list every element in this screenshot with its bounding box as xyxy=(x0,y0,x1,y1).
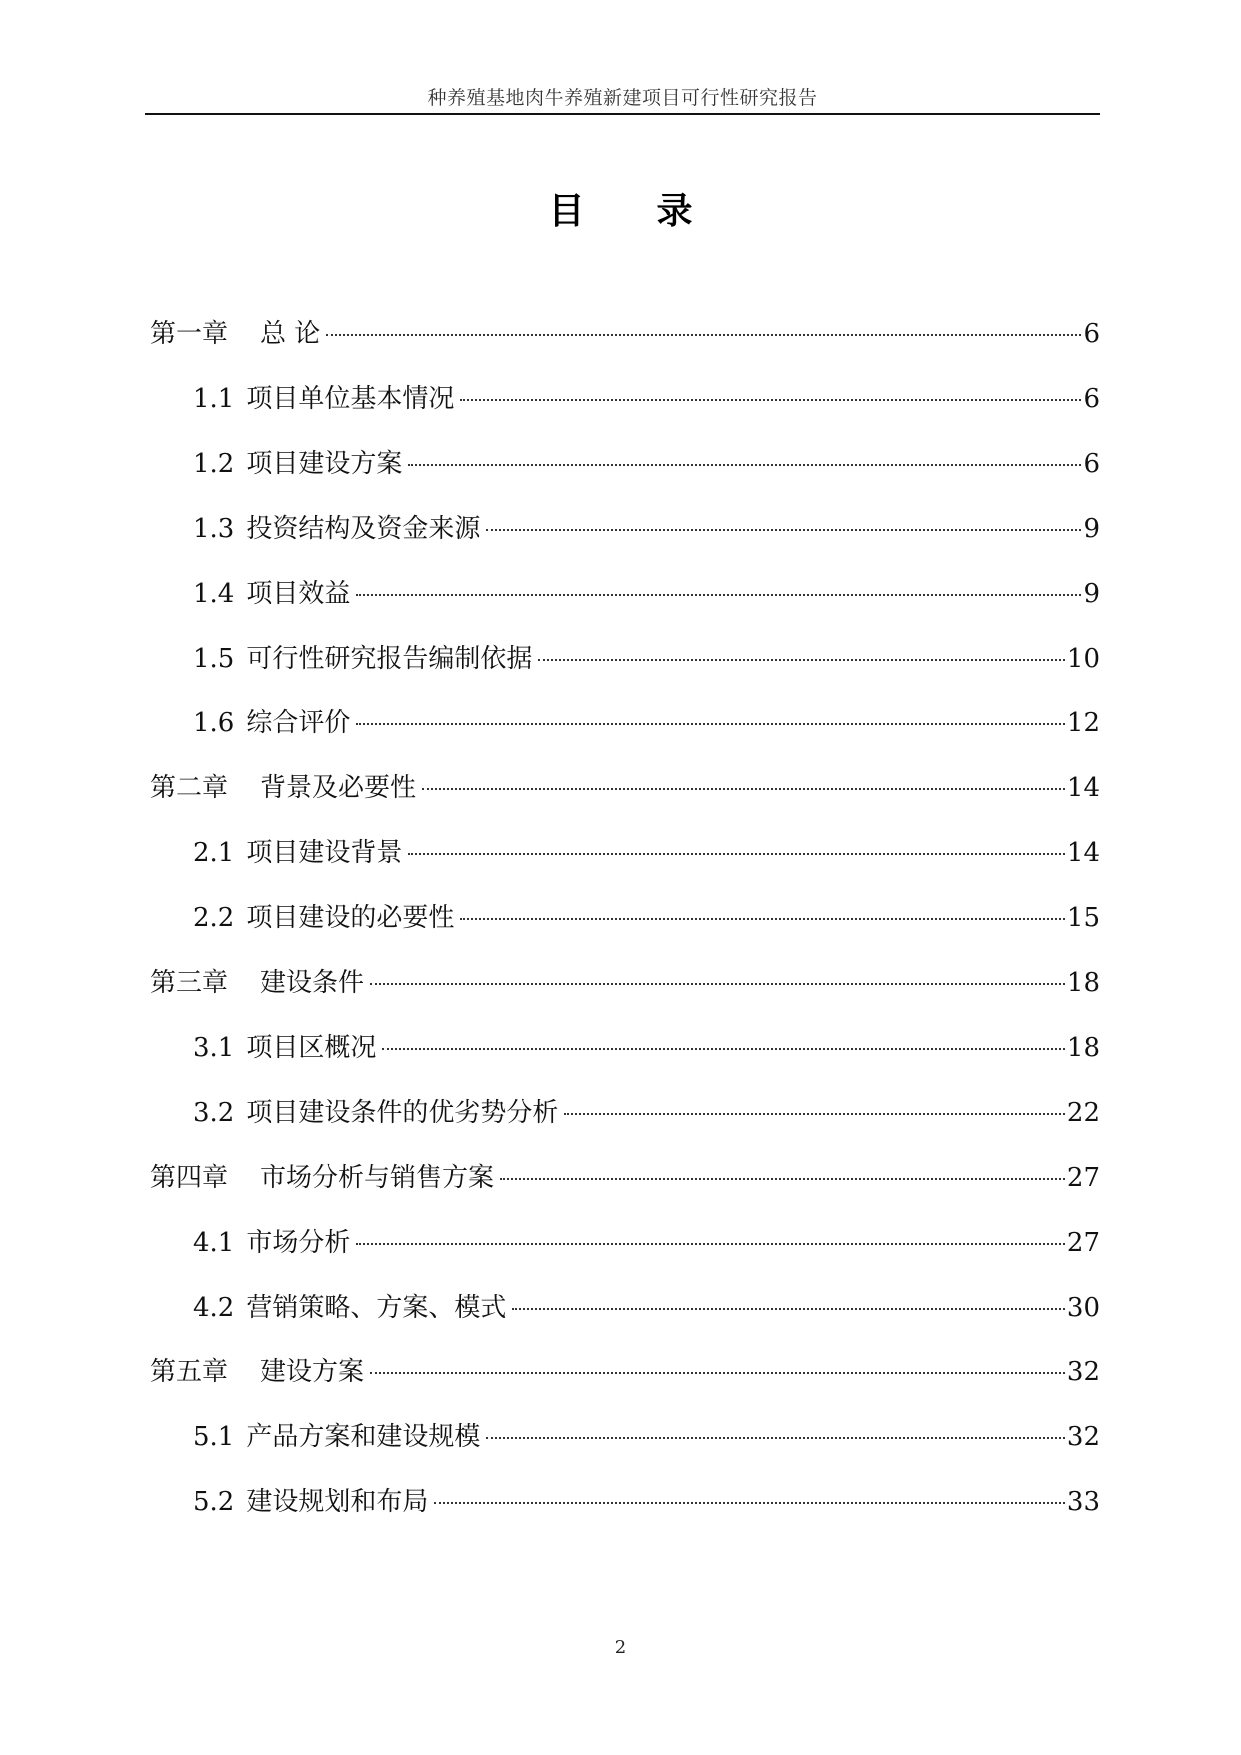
toc-dot-leader xyxy=(460,399,1081,401)
toc-entry-label xyxy=(150,316,320,352)
toc-dot-leader xyxy=(356,723,1065,725)
toc-entry-title: 市场分析 xyxy=(246,1227,351,1258)
toc-chapter-entry[interactable] xyxy=(150,316,1100,352)
toc-entry-number: 3.2 xyxy=(193,1097,235,1128)
toc-section-entry[interactable] xyxy=(193,1290,1100,1326)
toc-entry-label xyxy=(193,446,402,482)
toc-dot-leader xyxy=(408,853,1065,855)
toc-entry-page: 32 xyxy=(1066,1422,1100,1453)
toc-entry-number: 第五章 xyxy=(150,1357,229,1388)
toc-entry-label xyxy=(193,1290,506,1326)
toc-entry-label xyxy=(193,641,532,677)
toc-entry-number: 第一章 xyxy=(150,319,229,349)
toc-entry-page: 14 xyxy=(1066,773,1100,804)
running-header: 种养殖基地肉牛养殖新建项目可行性研究报告 xyxy=(427,87,818,109)
toc-entry-page: 32 xyxy=(1066,1357,1100,1388)
toc-entry-label xyxy=(193,381,454,417)
toc-entry-label xyxy=(193,576,350,612)
toc-section-entry[interactable] xyxy=(193,641,1100,677)
toc-dot-leader xyxy=(460,918,1065,920)
toc-section-entry[interactable] xyxy=(193,1419,1100,1455)
toc-dot-leader xyxy=(422,788,1065,790)
toc-entry-label xyxy=(193,1095,558,1131)
toc-entry-label xyxy=(193,705,350,741)
toc-section-entry[interactable] xyxy=(193,381,1100,417)
toc-entry-number: 第二章 xyxy=(150,773,229,804)
toc-entry-page: 9 xyxy=(1083,513,1100,544)
toc-entry-number: 4.2 xyxy=(193,1292,235,1323)
toc-dot-leader xyxy=(512,1308,1065,1310)
toc-dot-leader xyxy=(370,983,1065,985)
toc-entry-title: 项目效益 xyxy=(246,578,351,609)
header-rule xyxy=(145,113,1100,115)
toc-section-entry[interactable] xyxy=(193,1095,1100,1131)
toc-dot-leader xyxy=(356,1243,1065,1245)
toc-entry-page: 14 xyxy=(1066,838,1100,869)
toc-entry-label xyxy=(193,900,454,936)
toc-entry-number: 第四章 xyxy=(150,1162,229,1193)
toc-entry-page: 10 xyxy=(1066,643,1100,674)
toc-entry-number: 5.2 xyxy=(193,1487,235,1518)
toc-dot-leader xyxy=(326,334,1081,336)
toc-section-entry[interactable] xyxy=(193,1030,1100,1066)
toc-chapter-entry[interactable] xyxy=(150,770,1100,806)
toc-entry-page: 6 xyxy=(1083,319,1100,349)
toc-dot-leader xyxy=(356,594,1081,596)
toc-entry-label xyxy=(193,1030,376,1066)
toc-entry-page: 18 xyxy=(1066,1032,1100,1063)
toc-entry-page: 18 xyxy=(1066,968,1100,998)
toc-chapter-entry[interactable] xyxy=(150,1160,1100,1196)
page-title: 目 录 xyxy=(548,191,693,232)
toc-entry-page: 9 xyxy=(1083,578,1100,609)
toc-entry-title: 投资结构及资金来源 xyxy=(246,513,481,544)
toc-dot-leader xyxy=(486,529,1081,531)
toc-entry-title: 项目建设条件的优劣势分析 xyxy=(246,1097,559,1128)
toc-entry-page: 27 xyxy=(1066,1162,1100,1193)
toc-entry-label xyxy=(193,1225,350,1261)
toc-entry-title: 营销策略、方案、模式 xyxy=(246,1292,507,1323)
toc-entry-number: 1.2 xyxy=(193,448,235,479)
toc-entry-number: 1.5 xyxy=(193,643,235,674)
toc-entry-number: 2.2 xyxy=(193,903,235,934)
toc-entry-number: 1.1 xyxy=(193,383,235,414)
toc-entry-title: 项目建设的必要性 xyxy=(246,903,455,934)
toc-entry-label xyxy=(193,511,480,547)
toc-entry-label xyxy=(193,1419,480,1455)
toc-section-entry[interactable] xyxy=(193,900,1100,936)
toc-entry-number: 第三章 xyxy=(150,968,229,998)
toc-entry-number: 3.1 xyxy=(193,1032,235,1063)
toc-dot-leader xyxy=(500,1178,1065,1180)
toc-entry-title: 综合评价 xyxy=(246,708,351,739)
toc-entry-title: 建设规划和布局 xyxy=(246,1487,429,1518)
toc-dot-leader xyxy=(382,1048,1065,1050)
toc-dot-leader xyxy=(486,1437,1065,1439)
toc-entry-title: 项目建设背景 xyxy=(246,838,403,869)
toc-entry-title: 项目建设方案 xyxy=(246,448,403,479)
toc-dot-leader xyxy=(408,464,1081,466)
toc-entry-page: 6 xyxy=(1083,448,1100,479)
toc-entry-label xyxy=(150,770,416,806)
toc-entry-page: 27 xyxy=(1066,1227,1100,1258)
toc-dot-leader xyxy=(538,659,1065,661)
toc-entry-title: 建设方案 xyxy=(260,1357,365,1388)
toc-dot-leader xyxy=(564,1113,1065,1115)
toc-chapter-entry[interactable] xyxy=(150,965,1100,1001)
toc-entry-page: 6 xyxy=(1083,383,1100,414)
toc-entry-title: 市场分析与销售方案 xyxy=(260,1162,495,1193)
toc-entry-page: 33 xyxy=(1066,1487,1100,1518)
toc-section-entry[interactable] xyxy=(193,511,1100,547)
toc-entry-title: 可行性研究报告编制依据 xyxy=(246,643,533,674)
toc-entry-title: 项目单位基本情况 xyxy=(246,383,455,414)
toc-entry-number: 1.3 xyxy=(193,513,235,544)
toc-section-entry[interactable] xyxy=(193,446,1100,482)
toc-entry-page: 22 xyxy=(1066,1097,1100,1128)
toc-entry-title: 背景及必要性 xyxy=(260,773,417,804)
toc-entry-page: 15 xyxy=(1066,903,1100,934)
toc-entry-title: 建设条件 xyxy=(260,968,365,998)
toc-entry-page: 30 xyxy=(1066,1292,1100,1323)
toc-entry-number: 2.1 xyxy=(193,838,235,869)
toc-dot-leader xyxy=(434,1502,1065,1504)
toc-entry-title: 总 论 xyxy=(260,319,321,349)
toc-entry-title: 产品方案和建设规模 xyxy=(246,1422,481,1453)
toc-entry-label xyxy=(193,1484,428,1520)
toc-entry-number: 5.1 xyxy=(193,1422,235,1453)
toc-entry-label xyxy=(150,965,364,1001)
toc-section-entry[interactable] xyxy=(193,705,1100,741)
toc-entry-page: 12 xyxy=(1066,708,1100,739)
toc-entry-label xyxy=(193,835,402,871)
page-number: 2 xyxy=(614,1637,627,1658)
toc-entry-number: 4.1 xyxy=(193,1227,235,1258)
toc-section-entry[interactable] xyxy=(193,835,1100,871)
toc-entry-label xyxy=(150,1354,364,1390)
toc-dot-leader xyxy=(370,1372,1065,1374)
toc-entry-number: 1.4 xyxy=(193,578,235,609)
toc-entry-title: 项目区概况 xyxy=(246,1032,377,1063)
toc-section-entry[interactable] xyxy=(193,1484,1100,1520)
toc-entry-label xyxy=(150,1160,494,1196)
toc-chapter-entry[interactable] xyxy=(150,1354,1100,1390)
toc-entry-number: 1.6 xyxy=(193,708,235,739)
toc-section-entry[interactable] xyxy=(193,1225,1100,1261)
toc-section-entry[interactable] xyxy=(193,576,1100,612)
